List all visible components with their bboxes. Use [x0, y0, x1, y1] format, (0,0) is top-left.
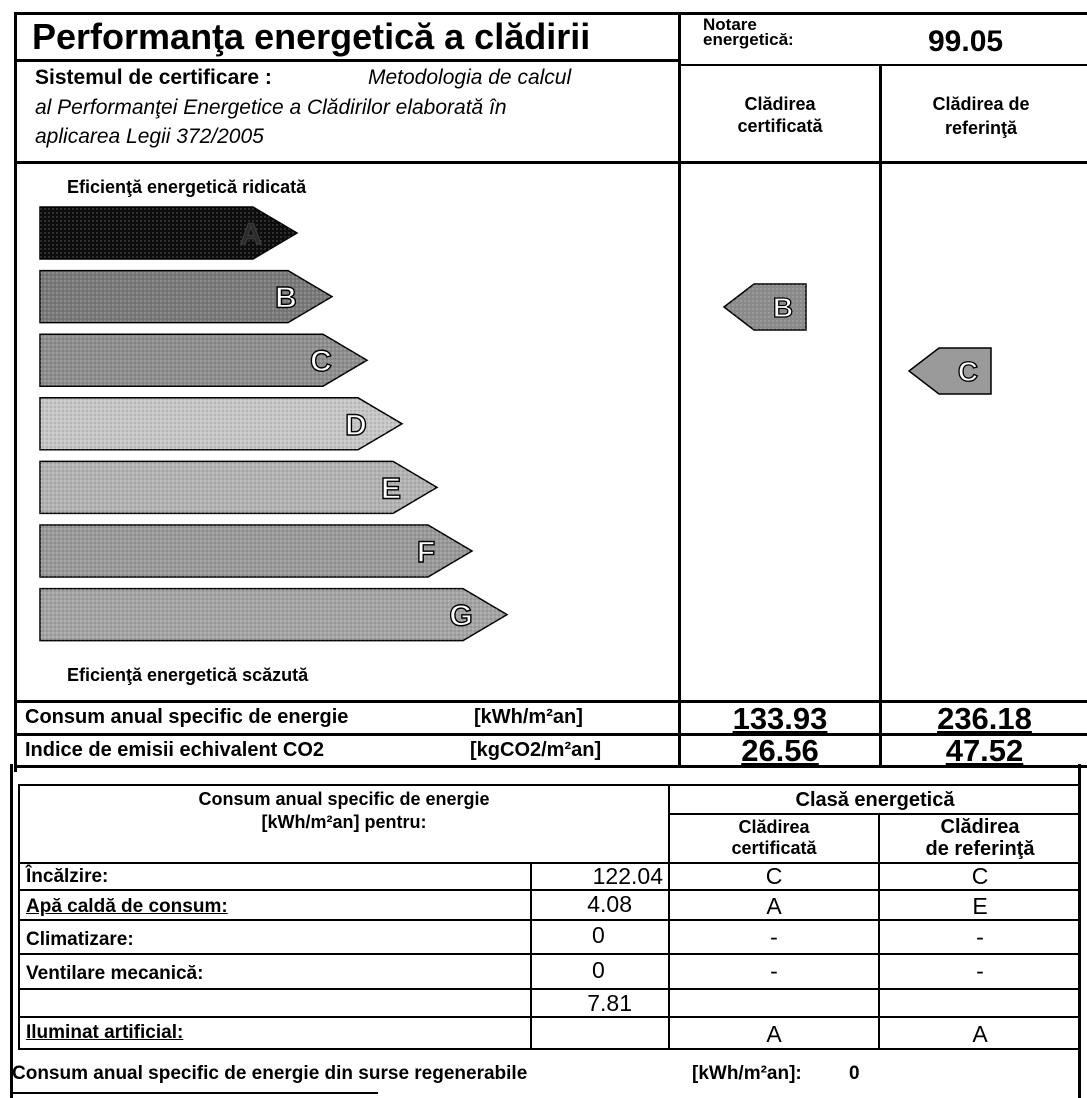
table-row-certified: A [766, 893, 782, 919]
renewable-label: Consum anual specific de energie din surse regenerabile [12, 1063, 528, 1084]
table-row-label: Ventilare mecanică: [26, 963, 204, 984]
system-label: Sistemul de certificare : [35, 66, 272, 89]
class-arrow-e [40, 461, 437, 513]
emission-label: Indice de emisii echivalent CO2 [25, 739, 325, 761]
class-letter-d: D [345, 408, 367, 442]
col-certified-line1: Clădirea [744, 94, 816, 114]
breakdown-certified-line2: certificată [731, 838, 817, 858]
table-row-label: Apă caldă de consum: [26, 896, 228, 917]
table-row-reference: E [972, 893, 988, 919]
certified-class-marker [720, 280, 810, 334]
emission-certified: 26.56 [741, 733, 819, 768]
class-arrow-c [40, 334, 367, 386]
class-arrow-d [40, 398, 402, 450]
tbl-row5 [18, 1016, 1080, 1018]
col-certified-line2: certificată [737, 116, 823, 136]
reference-class-marker [905, 344, 995, 398]
table-row-certified: - [770, 958, 778, 984]
energy-scale [0, 0, 680, 700]
consumption-label: Consum anual specific de energie [25, 706, 349, 728]
table-row-certified: C [765, 863, 783, 889]
class-letter-e: E [380, 472, 402, 506]
system-method-line3: aplicarea Legii 372/2005 [35, 125, 264, 148]
scale-bottom-label: Eficienţă energetică scăzută [67, 665, 309, 685]
table-row-certified: - [770, 924, 778, 950]
class-letter-g: G [449, 599, 473, 633]
tbl-row2 [18, 919, 1080, 921]
consumption-certified: 133.93 [732, 701, 828, 736]
emission-reference: 47.52 [945, 733, 1024, 768]
rating-label-line2: energetică: [703, 30, 794, 49]
breakdown-certified-line1: Clădirea [738, 817, 810, 837]
table-row-value: 4.08 [587, 891, 632, 917]
class-letter-f: F [416, 536, 436, 569]
table-row-value: 122.04 [592, 863, 663, 889]
class-letter-b: B [275, 281, 297, 315]
rating-value: 99.05 [928, 25, 1004, 58]
class-arrow-f [40, 525, 472, 577]
table-row-reference: - [976, 924, 984, 950]
scale-top-label: Eficienţă energetică ridicată [67, 177, 307, 197]
table-row-reference: C [971, 863, 989, 889]
frame-left-lower [10, 764, 13, 1098]
table-row-certified: A [766, 1021, 782, 1047]
system-method-line2: al Performanţei Energetice a Clădirilor elaborată în [35, 96, 507, 119]
tbl-row3 [18, 953, 1080, 955]
consumption-reference: 236.18 [937, 701, 1032, 736]
system-method-line1: Metodologia de calcul [368, 66, 572, 89]
table-row-label: Încălzire: [26, 866, 109, 887]
class-arrow-g [40, 589, 507, 641]
table-row-reference: - [976, 958, 984, 984]
table-row-value: 7.81 [587, 990, 632, 1016]
reference-class-letter: C [957, 356, 979, 387]
table-row-label: Iluminat artificial: [26, 1022, 184, 1043]
rating-label-line1: Notare [703, 15, 757, 34]
frame-bottom-stub [10, 1092, 378, 1094]
sep-rating [680, 64, 1087, 66]
renewable-value: 0 [849, 1063, 860, 1084]
tbl-class-hdr [668, 813, 1080, 815]
tbl-bottom [18, 1048, 1080, 1050]
class-letter-a: A [240, 218, 262, 251]
col-reference-line2: referinţă [944, 118, 1018, 138]
class-letter-c: C [310, 345, 332, 379]
table-row-value: 0 [592, 957, 605, 983]
class-header: Clasă energetică [795, 789, 955, 811]
breakdown-header-line1: Consum anual specific de energie [198, 789, 490, 809]
breakdown-reference-line2: de referinţă [925, 838, 1035, 860]
col-reference-line1: Clădirea de [932, 94, 1030, 114]
vsep-ref [879, 66, 882, 768]
breakdown-reference-line1: Clădirea [940, 816, 1020, 838]
table-row-value: 0 [592, 922, 605, 948]
emission-unit: [kgCO2/m²an] [470, 739, 602, 761]
tbl-top [18, 784, 1080, 786]
class-arrow-b [40, 271, 332, 323]
page-title: Performanţa energetică a clădirii [32, 16, 591, 57]
certified-class-letter: B [772, 292, 794, 323]
renewable-unit: [kWh/m²an]: [692, 1063, 802, 1084]
table-row-label: Climatizare: [26, 929, 134, 950]
class-arrow-a [40, 207, 297, 259]
table-row-reference: A [972, 1021, 988, 1047]
breakdown-header-line2: [kWh/m²an] pentru: [261, 812, 427, 832]
consumption-unit: [kWh/m²an] [474, 706, 583, 728]
